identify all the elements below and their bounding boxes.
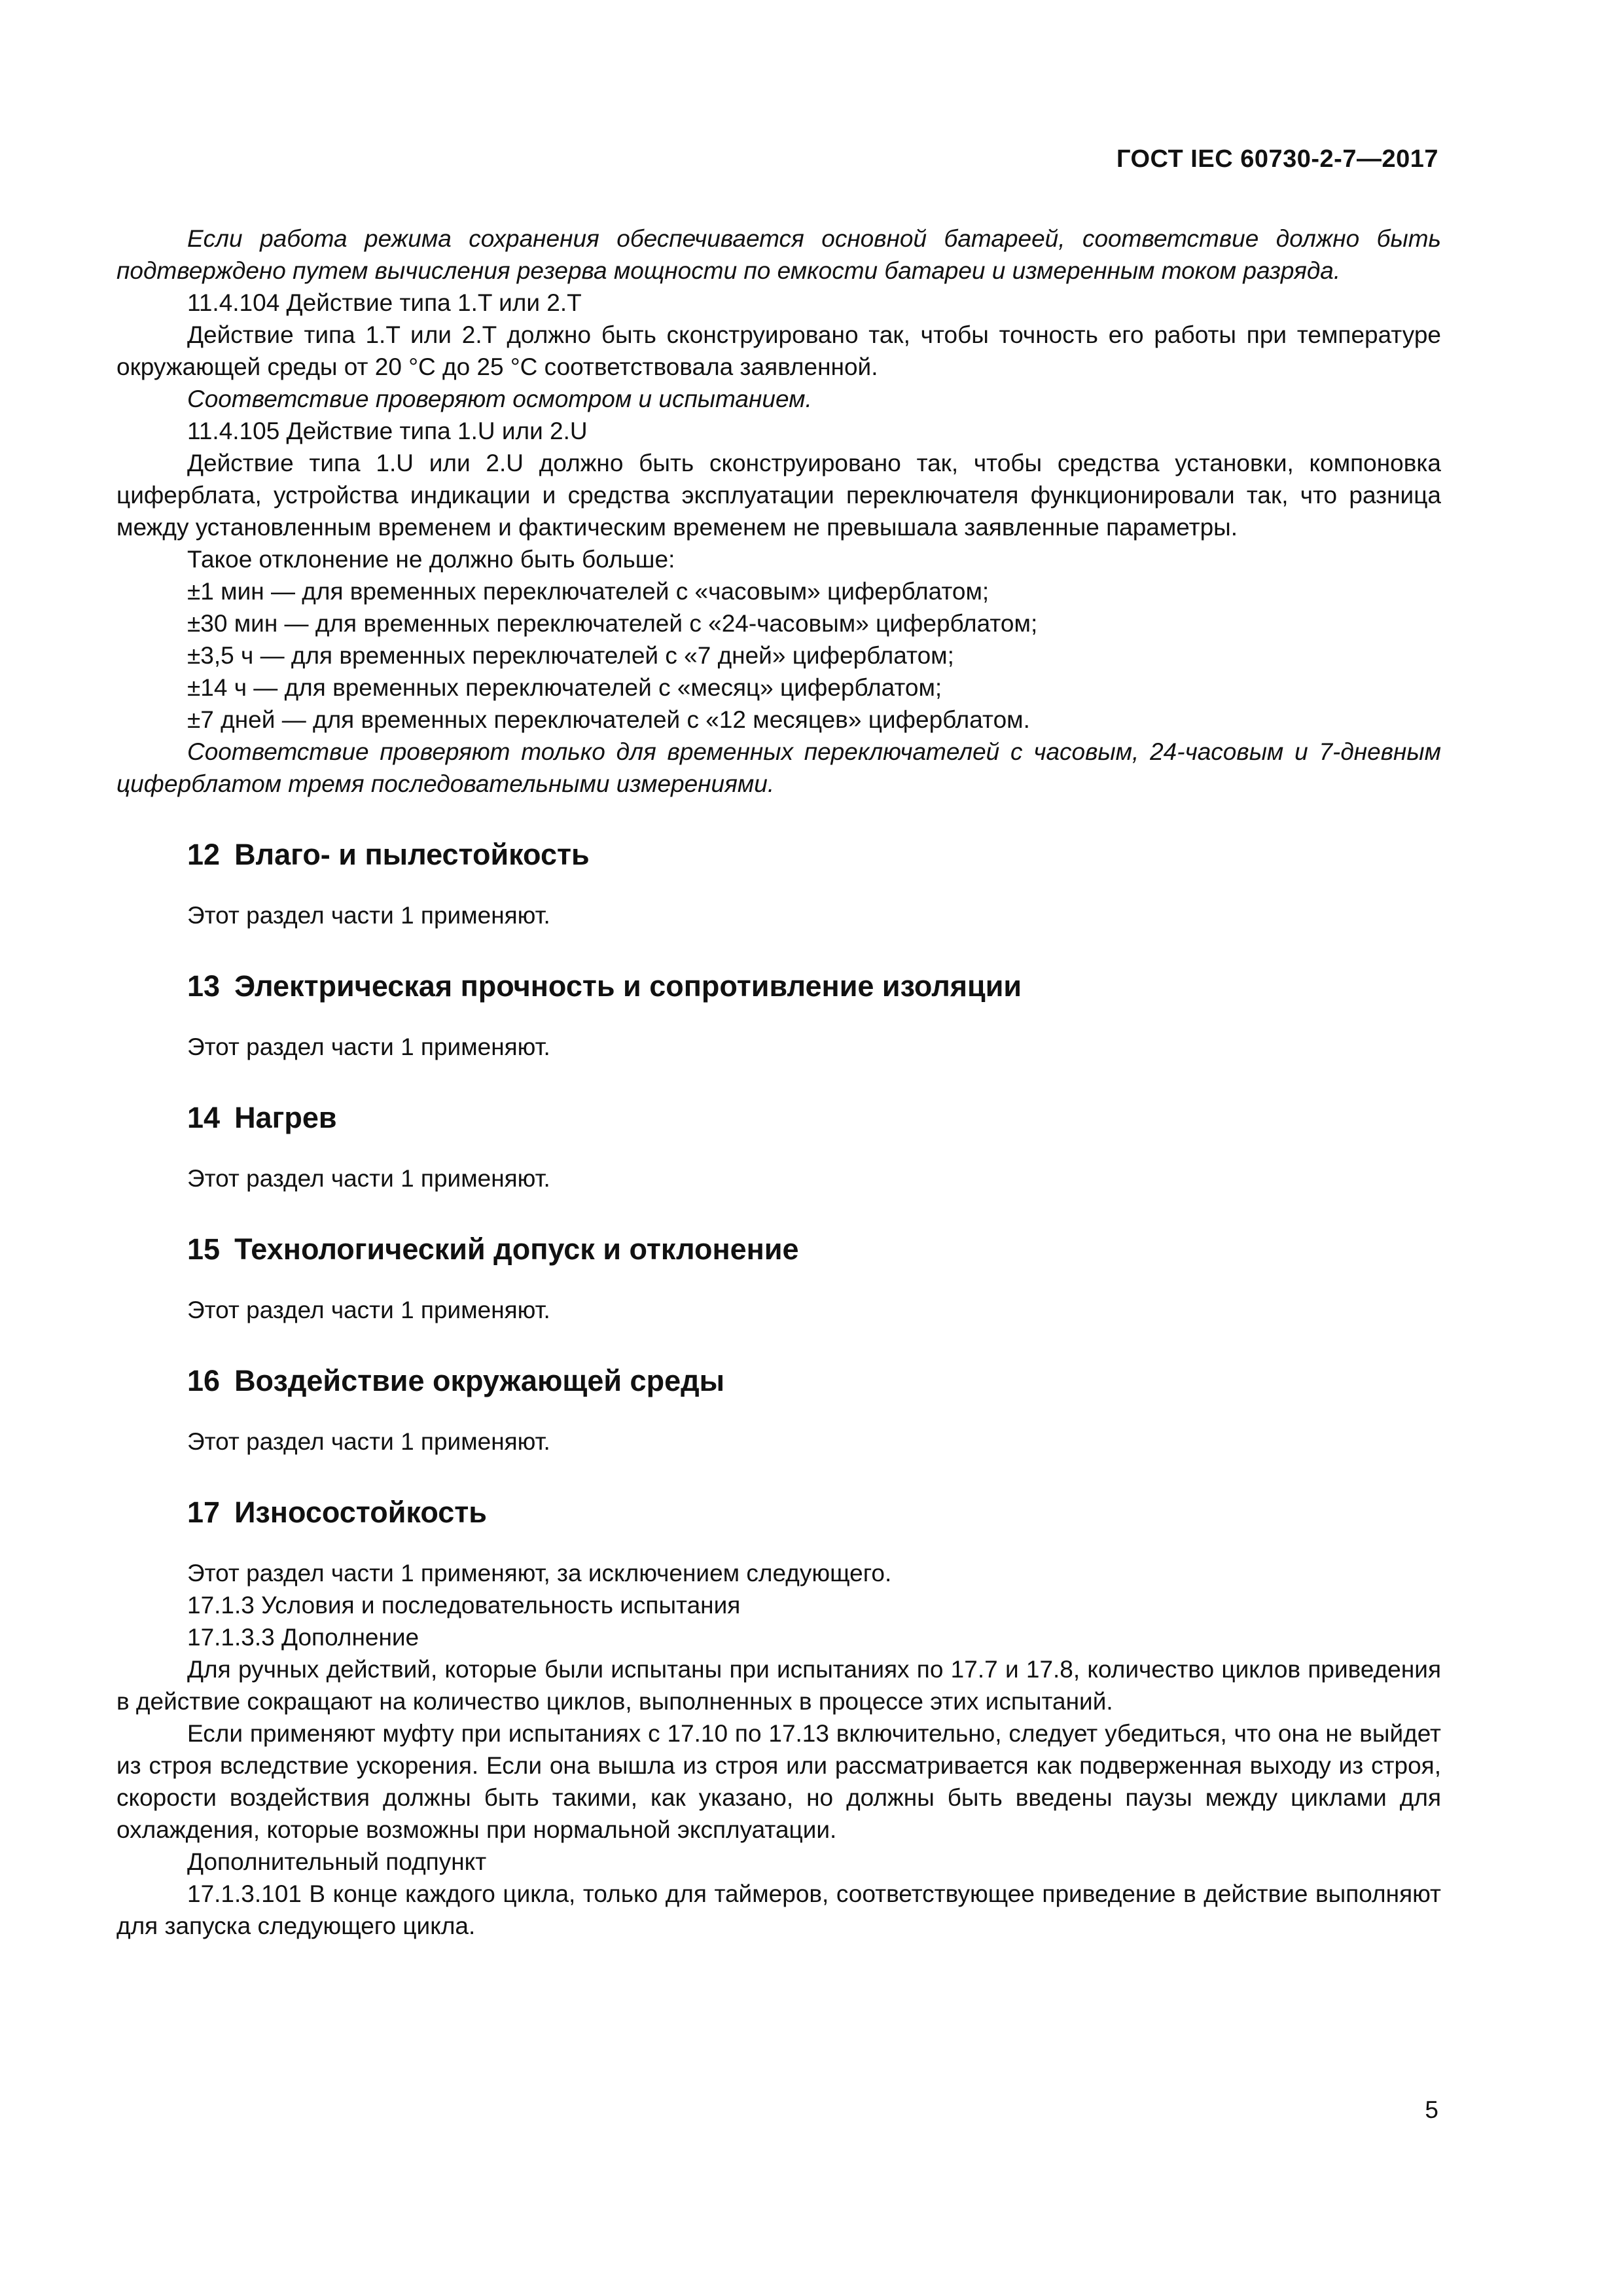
deviation-item-7days: ±3,5 ч — для временных переключателей с «7 дней» циферблатом; [187,642,954,669]
section-17-heading [116,1494,1441,1531]
section-number: 17 [187,1496,221,1529]
section-title: Нагрев [234,1101,337,1134]
section-14-text: Этот раздел части 1 применяют. [187,1165,550,1192]
section-12-text: Этот раздел части 1 применяют. [187,902,550,929]
section-title: Технологический допуск и отклонение [234,1232,799,1266]
clause-17-1-3-3-manual-actions: Для ручных действий, которые были испытаны при испытаниях по 17.7 и 17.8, количество циклов приведения в действие сокращают на количество циклов, выполненных в процессе этих испытаний. [116,1656,1441,1715]
clause-17-1-3-3-heading: 17.1.3.3 Дополнение [187,1624,419,1651]
section-number: 16 [187,1364,221,1397]
section-number: 15 [187,1232,221,1266]
section-title: Износостойкость [234,1496,487,1529]
clause-17-1-3-heading: 17.1.3 Условия и последовательность испытания [187,1592,741,1619]
deviation-intro: Такое отклонение не должно быть больше: [187,546,675,573]
section-15-heading [116,1231,1441,1268]
section-13-text: Этот раздел части 1 применяют. [187,1033,550,1060]
deviation-item-hourly: ±1 мин — для временных переключателей с «часовым» циферблатом; [187,578,990,605]
section-13-heading [116,968,1441,1005]
clause-11-4-105-heading: 11.4.105 Действие типа 1.U или 2.U [187,418,588,444]
clause-17-1-3-3-clutch: Если применяют муфту при испытаниях с 17.10 по 17.13 включительно, следует убедиться, что она не выйдет из строя вследствие ускорения. Если она вышла из строя или рассматривается как подверженная выходу из строя, скорости воздействия должны быть такими, как указано, но должны быть введены паузы между циклами для охлаждения, которые возможны при нормальной эксплуатации. [116,1720,1441,1843]
section-17-text: Этот раздел части 1 применяют, за исключением следующего. [187,1560,892,1587]
compliance-note-measurements: Соответствие проверяют только для временных переключателей с часовым, 24-часовым и 7-дневным циферблатом тремя последовательными измерениями. [116,738,1441,797]
compliance-note-battery: Если работа режима сохранения обеспечивается основной батареей, соответствие должно быть подтверждено путем вычисления резерва мощности по емкости батареи и измеренным током разряда. [116,225,1441,284]
section-number: 14 [187,1101,221,1134]
deviation-item-month: ±14 ч — для временных переключателей с «месяц» циферблатом; [187,674,942,701]
section-12-heading [116,836,1441,873]
section-title: Воздействие окружающей среды [234,1364,725,1397]
clause-11-4-104-heading: 11.4.104 Действие типа 1.T или 2.T [187,289,582,316]
section-14-heading [116,1100,1441,1136]
section-16-text: Этот раздел части 1 применяют. [187,1428,550,1455]
section-title: Влаго- и пылестойкость [234,838,590,871]
section-title: Электрическая прочность и сопротивление изоляции [234,969,1022,1003]
deviation-item-24h: ±30 мин — для временных переключателей с «24-часовым» циферблатом; [187,610,1038,637]
deviation-item-12months: ±7 дней — для временных переключателей с «12 месяцев» циферблатом. [187,706,1030,733]
section-number: 12 [187,838,221,871]
compliance-note-inspection: Соответствие проверяют осмотром и испытанием. [187,386,812,412]
section-16-heading [116,1363,1441,1399]
clause-17-1-3-101-text: 17.1.3.101 В конце каждого цикла, только для таймеров, соответствующее приведение в действие выполняют для запуска следующего цикла. [116,1880,1441,1939]
clause-11-4-105-text: Действие типа 1.U или 2.U должно быть сконструировано так, чтобы средства установки, компоновка циферблата, устройства индикации и средства эксплуатации переключателя функционировали так, что разница между установленным временем и фактическим временем не превышала заявленные параметры. [116,450,1441,541]
page-body [116,223,1441,1942]
section-15-text: Этот раздел части 1 применяют. [187,1297,550,1323]
additional-subclause-label: Дополнительный подпункт [187,1848,487,1875]
clause-11-4-104-text: Действие типа 1.T или 2.T должно быть сконструировано так, чтобы точность его работы при температуре окружающей среды от 20 °C до 25 °C соответствовала заявленной. [116,321,1441,380]
section-number: 13 [187,969,221,1003]
page-number: 5 [1425,2096,1438,2123]
document-id-header: ГОСТ IEC 60730-2-7—2017 [1116,145,1438,173]
